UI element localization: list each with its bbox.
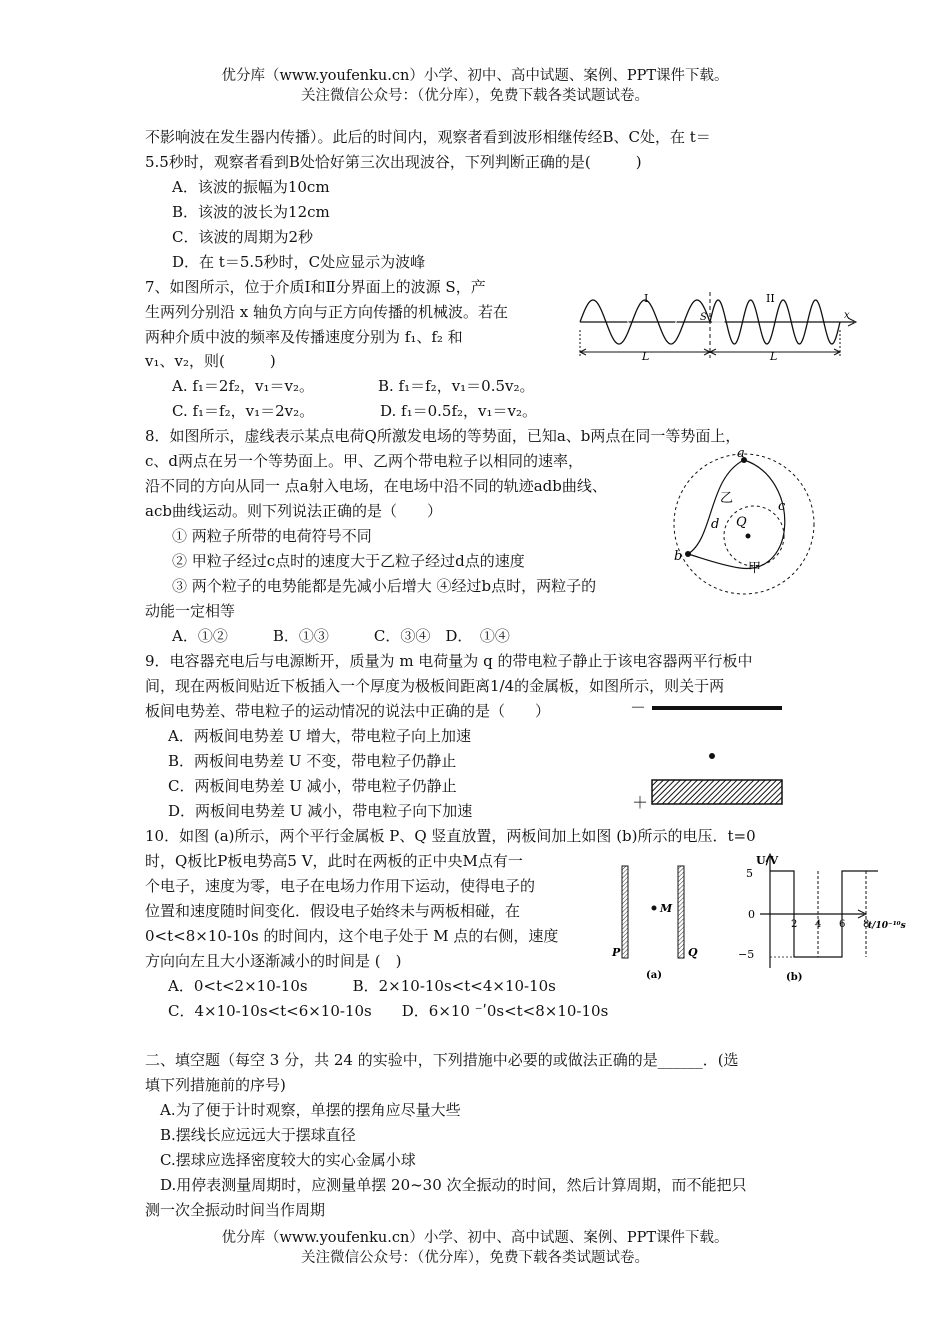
- q7-option-c: C. f₁＝f₂，v₁＝2v₂。: [172, 402, 315, 420]
- q7-text-3: 两种介质中波的频率及传播速度分别为 f₁、f₂ 和: [145, 328, 463, 346]
- q10-text-2: 时，Q板比P板电势高5 V，此时在两板的正中央M点有一: [145, 852, 523, 870]
- footer-line-2: 关注微信公众号：（优分库），免费下载各类试题试卷。: [301, 1250, 649, 1266]
- sec2-option-d-cont: 测一次全振动时间当作周期: [145, 1201, 326, 1219]
- sec2-option-d: D.用停表测量周期时，应测量单摆 20~30 次全振动的时间，然后计算周期，而不能把只: [160, 1176, 747, 1194]
- sec2-option-c: C.摆球应选择密度较大的实心金属小球: [160, 1151, 416, 1169]
- caption-b: (b): [786, 972, 803, 983]
- x-tick-2: 2: [791, 919, 798, 930]
- q6-option-b: B．该波的波长为12cm: [172, 203, 330, 221]
- q8-text-1: 8．如图所示，虚线表示某点电荷Q所激发电场的等势面，已知a、b两点在同一等势面上，: [145, 427, 741, 445]
- label-a: a: [737, 448, 745, 461]
- x-axis-label: t/10⁻¹⁰s: [868, 921, 906, 931]
- plate-Q: [678, 866, 684, 958]
- q9-text-1: 9．电容器充电后与电源断开，质量为 m 电荷量为 q 的带电粒子静止于该电容器两平行板中: [145, 652, 753, 670]
- q7-option-b: B. f₁＝f₂，v₁＝0.5v₂。: [378, 377, 535, 395]
- label-b: b: [674, 549, 683, 564]
- sec2-text-2: 填下列措施前的序号): [145, 1076, 286, 1094]
- point-Q: [746, 534, 751, 539]
- label-Q: Q: [688, 946, 698, 959]
- q7-option-a: A. f₁＝2f₂，v₁＝v₂。: [172, 377, 315, 395]
- q10-text-4: 位置和速度随时间变化．假设电子始终未与两板相碰，在: [145, 902, 521, 920]
- upper-plate: [652, 706, 782, 710]
- minus-sign: －: [630, 698, 647, 717]
- metal-slab: [652, 780, 782, 804]
- plus-sign: ＋: [632, 793, 649, 812]
- q7-text-2: 生两列分别沿 x 轴负方向与正方向传播的机械波。若在: [145, 303, 508, 321]
- label-II: II: [766, 292, 775, 305]
- header-line-1: 优分库（www.youfenku.cn）小学、初中、高中试题、案例、PPT课件下载。: [221, 68, 729, 84]
- sec2-option-a: A.为了便于计时观察，单摆的摆角应尽量大些: [160, 1101, 461, 1119]
- label-L1: L: [642, 350, 650, 363]
- q8-equipotential-figure: [670, 448, 820, 600]
- q6-text-1: 不影响波在发生器内传播）。此后的时间内，观察者看到波形相继传经B、C处，在 t＝: [145, 128, 711, 146]
- q8-text-4: acb曲线运动。则下列说法正确的是（ ）: [145, 502, 442, 520]
- q8-statement-2: ② 甲粒子经过c点时的速度大于乙粒子经过d点的速度: [172, 552, 525, 570]
- q8-statement-3b: 动能一定相等: [145, 602, 236, 620]
- q7-wave-figure: [572, 286, 867, 366]
- q10-text-3: 个电子，速度为零，电子在电场力作用下运动，使得电子的: [145, 877, 536, 895]
- sec2-option-b: B.摆线长应远远大于摆球直径: [160, 1126, 356, 1144]
- q6-option-a: A．该波的振幅为10cm: [172, 178, 330, 196]
- x-tick-8: 8: [863, 919, 870, 930]
- x-tick-4: 4: [815, 919, 822, 930]
- q9-text-3: 板间电势差、带电粒子的运动情况的说法中正确的是（ ）: [145, 702, 551, 720]
- q9-option-b: B．两板间电势差 U 不变，带电粒子仍静止: [168, 752, 457, 770]
- q6-option-d: D．在 t＝5.5秒时，C处应显示为波峰: [172, 253, 426, 271]
- q10-text-1: 10．如图 (a)所示，两个平行金属板 P、Q 竖直放置，两板间加上如图 (b)所示的电压．t=0: [145, 827, 756, 845]
- q10-text-6: 方向向左且大小逐渐减小的时间是 ( ): [145, 952, 402, 970]
- label-M: M: [660, 902, 673, 915]
- q6-option-c: C．该波的周期为2秒: [172, 228, 314, 246]
- q9-option-a: A．两板间电势差 U 增大，带电粒子向上加速: [168, 727, 472, 745]
- x-tick-6: 6: [839, 919, 846, 930]
- q7-text-1: 7、如图所示，位于介质Ⅰ和Ⅱ分界面上的波源 S，产: [145, 278, 486, 296]
- label-yi: 乙: [720, 491, 734, 506]
- label-L2: L: [770, 350, 778, 363]
- y-tick-5: 5: [746, 867, 753, 880]
- q9-option-d: D．两板间电势差 U 减小，带电粒子向下加速: [168, 802, 473, 820]
- q9-text-2: 间，现在两板间贴近下板插入一个厚度为极板间距离1/4的金属板，如图所示，则关于两: [145, 677, 725, 695]
- label-S: S: [700, 312, 707, 323]
- point-b: [685, 551, 691, 557]
- q10-voltage-chart: [724, 850, 914, 985]
- footer-line-1: 优分库（www.youfenku.cn）小学、初中、高中试题、案例、PPT课件下载。: [221, 1230, 729, 1246]
- label-Q: Q: [736, 515, 747, 530]
- q9-capacitor-figure: [628, 696, 788, 816]
- q8-text-2: c、d两点在另一个等势面上。甲、乙两个带电粒子以相同的速率，: [145, 452, 584, 470]
- q6-text-2: 5.5秒时，观察者看到B处恰好第三次出现波谷，下列判断正确的是( ): [145, 153, 642, 171]
- y-axis-label: U/V: [756, 854, 779, 867]
- q7-option-d: D. f₁＝0.5f₂，v₁＝v₂。: [380, 402, 537, 420]
- label-c: c: [778, 499, 786, 514]
- trajectory-adb: [688, 460, 744, 554]
- plate-P: [622, 866, 628, 958]
- q8-statement-3: ③ 两个粒子的电势能都是先减小后增大 ④经过b点时，两粒子的: [172, 577, 597, 595]
- q9-option-c: C．两板间电势差 U 减小，带电粒子仍静止: [168, 777, 457, 795]
- label-x: x: [844, 310, 850, 321]
- label-d: d: [711, 517, 720, 532]
- q8-statement-1: ① 两粒子所带的电荷符号不同: [172, 527, 372, 545]
- charged-particle: [709, 753, 715, 759]
- header-line-2: 关注微信公众号：（优分库），免费下载各类试题试卷。: [301, 88, 649, 104]
- y-tick-neg5: −5: [738, 948, 755, 961]
- q10-options-1: A．0<t<2×10-10s B．2×10-10s<t<4×10-10s: [168, 977, 556, 995]
- label-jia: 甲: [748, 561, 762, 576]
- sec2-text-1: 二、填空题（每空 3 分，共 24 的实验中，下列措施中必要的或做法正确的是______．(选: [145, 1051, 739, 1069]
- label-P: P: [612, 946, 621, 959]
- y-tick-0: 0: [748, 908, 755, 921]
- point-M: [652, 906, 657, 911]
- q10-figure-a: [606, 856, 716, 984]
- q10-text-5: 0<t<8×10-10s 的时间内，这个电子处于 M 点的右侧，速度: [145, 927, 559, 945]
- label-I: I: [644, 292, 649, 305]
- q7-text-4: v₁、v₂，则( ): [145, 352, 276, 370]
- q8-text-3: 沿不同的方向从同一 点a射入电场，在电场中沿不同的轨迹adb曲线、: [145, 477, 607, 495]
- q8-options: A．①② B．①③ C．③④ D． ①④: [172, 627, 510, 645]
- q10-options-2: C．4×10-10s<t<6×10-10s D．6×10 ⁻ʹ0s<t<8×10-10s: [168, 1002, 609, 1020]
- inner-equipotential: [724, 506, 784, 566]
- caption-a: (a): [646, 970, 662, 981]
